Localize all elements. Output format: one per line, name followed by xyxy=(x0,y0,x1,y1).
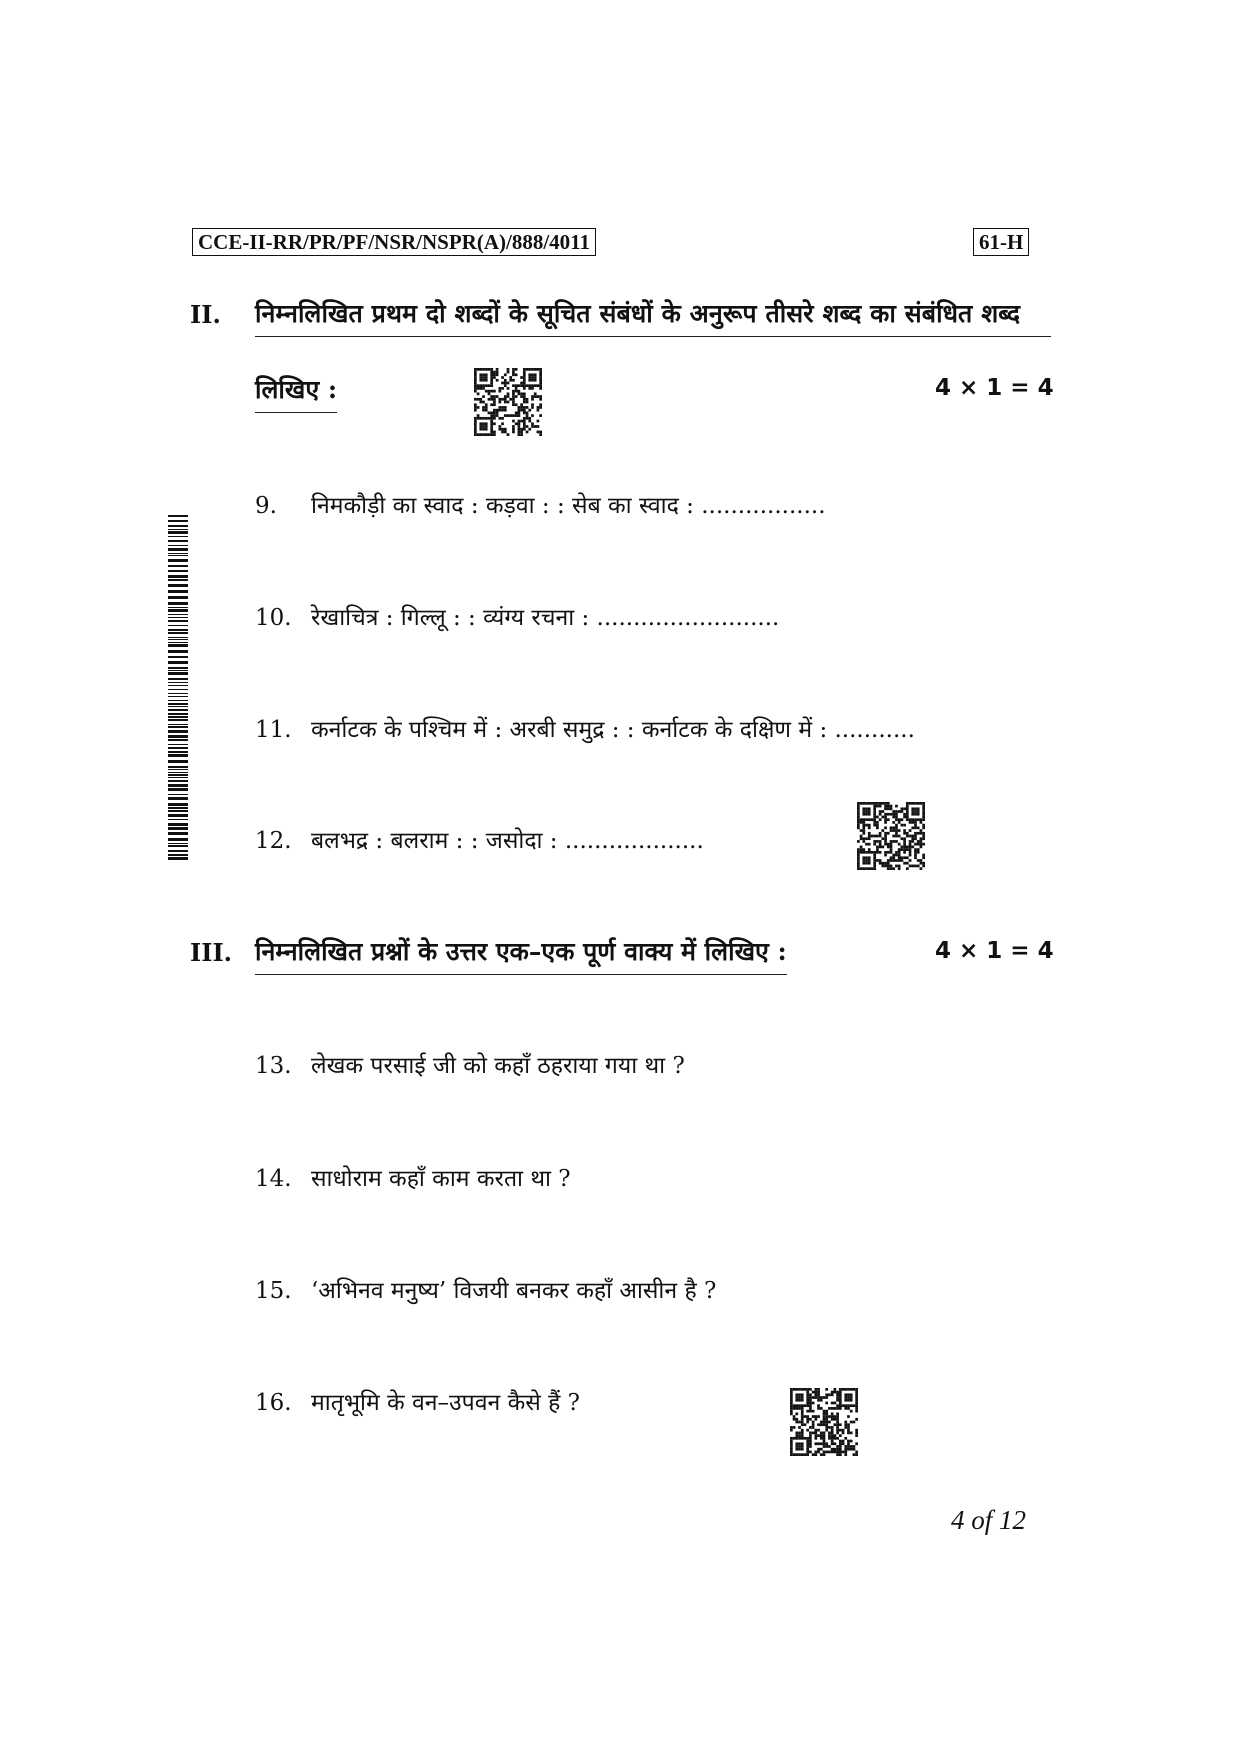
qr-code-3-graphic xyxy=(790,1388,858,1456)
question-11-number: 11. xyxy=(255,717,292,743)
section-3-number: III. xyxy=(190,938,233,967)
exam-code-box xyxy=(192,228,596,256)
question-12-number: 12. xyxy=(255,828,292,854)
qr-code-1 xyxy=(474,368,542,436)
section-2-number: II. xyxy=(190,300,221,329)
paper-code: 61-H xyxy=(979,230,1024,254)
question-12 xyxy=(255,823,704,855)
side-barcode xyxy=(168,515,188,861)
question-16-number: 16. xyxy=(255,1390,292,1416)
question-13 xyxy=(255,1048,685,1080)
question-9-text: निमकौड़ी का स्वाद : कड़वा : : सेब का स्वाद : ................. xyxy=(311,493,826,519)
question-14 xyxy=(255,1161,571,1193)
question-16-text: मातृभूमि के वन–उपवन कैसे हैं ? xyxy=(311,1390,580,1416)
paper-code-box xyxy=(973,228,1029,256)
section-3-instruction: निम्नलिखित प्रश्नों के उत्तर एक–एक पूर्ण वाक्य में लिखिए : xyxy=(255,934,787,975)
barcode-graphic xyxy=(168,515,188,861)
question-15 xyxy=(255,1273,716,1305)
section-2-instruction-line2: लिखिए : xyxy=(255,372,337,413)
question-11-text: कर्नाटक के पश्चिम में : अरबी समुद्र : : कर्नाटक के दक्षिण में : ........... xyxy=(311,717,915,743)
qr-code-2 xyxy=(857,802,925,870)
question-10-number: 10. xyxy=(255,605,292,631)
question-13-text: लेखक परसाई जी को कहाँ ठहराया गया था ? xyxy=(311,1053,685,1079)
question-12-text: बलभद्र : बलराम : : जसोदा : ................... xyxy=(311,828,704,854)
question-10 xyxy=(255,600,779,632)
qr-code-3 xyxy=(790,1388,858,1456)
question-10-text: रेखाचित्र : गिल्लू : : व्यंग्य रचना : ......................... xyxy=(311,605,780,631)
question-9-number: 9. xyxy=(255,493,277,519)
question-14-text: साधोराम कहाँ काम करता था ? xyxy=(311,1166,571,1192)
question-15-text: ‘अभिनव मनुष्य’ विजयी बनकर कहाँ आसीन है ? xyxy=(311,1278,717,1304)
question-9 xyxy=(255,488,826,520)
section-2-marks: 4 × 1 = 4 xyxy=(935,375,1054,401)
question-11 xyxy=(255,712,915,744)
qr-code-1-graphic xyxy=(474,368,542,436)
question-15-number: 15. xyxy=(255,1278,292,1304)
section-2-instruction-line1: निम्नलिखित प्रथम दो शब्दों के सूचित संबंधों के अनुरूप तीसरे शब्द का संबंधित शब्द xyxy=(255,296,1051,337)
question-14-number: 14. xyxy=(255,1166,292,1192)
section-3-marks: 4 × 1 = 4 xyxy=(935,938,1054,964)
page-number: 4 of 12 xyxy=(951,1505,1027,1535)
question-13-number: 13. xyxy=(255,1053,292,1079)
exam-code: CCE-II-RR/PR/PF/NSR/NSPR(A)/888/4011 xyxy=(198,230,590,254)
qr-code-2-graphic xyxy=(857,802,925,870)
question-16 xyxy=(255,1385,580,1417)
